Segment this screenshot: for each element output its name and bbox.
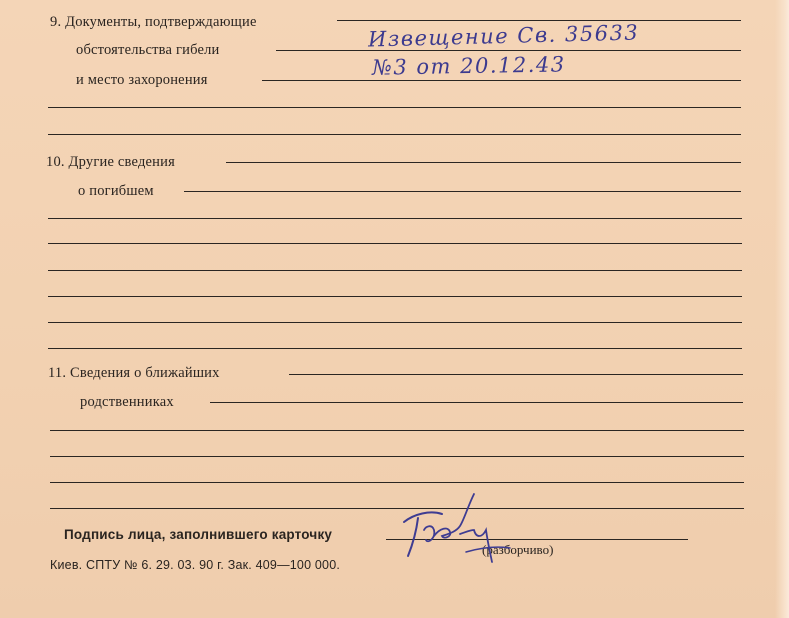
handwritten-signature bbox=[396, 486, 516, 568]
signature-label: Подпись лица, заполнившего карточку bbox=[64, 527, 333, 542]
fill-line bbox=[48, 322, 742, 323]
section10-label-line2: о погибшем bbox=[78, 183, 154, 199]
fill-line bbox=[48, 348, 742, 349]
fill-line bbox=[50, 456, 744, 457]
handwritten-notice-number: Извещение Св. 35633 bbox=[367, 20, 640, 52]
fill-line bbox=[48, 134, 741, 135]
section9-label-line2: обстоятельства гибели bbox=[76, 42, 220, 58]
fill-line bbox=[226, 162, 741, 163]
printer-imprint: Киев. СПТУ № 6. 29. 03. 90 г. Зак. 409—100 000. bbox=[50, 558, 341, 572]
fill-line bbox=[50, 482, 744, 483]
handwritten-notice-date: №3 от 20.12.43 bbox=[371, 52, 566, 80]
fill-line bbox=[48, 270, 742, 271]
fill-line bbox=[262, 80, 741, 81]
section11-label-line2: родственниках bbox=[80, 394, 174, 410]
fill-line bbox=[289, 374, 743, 375]
fill-line bbox=[48, 296, 742, 297]
fill-line bbox=[210, 402, 743, 403]
fill-line bbox=[184, 191, 741, 192]
section9-label-line1: 9. Документы, подтверждающие bbox=[50, 14, 257, 30]
signature-legibility-note: (разборчиво) bbox=[482, 542, 554, 557]
section9-label-line3: и место захоронения bbox=[76, 72, 208, 88]
fill-line bbox=[48, 107, 741, 108]
fill-line bbox=[48, 218, 742, 219]
fill-line bbox=[276, 50, 741, 51]
fill-line bbox=[50, 430, 744, 431]
fill-line bbox=[337, 20, 741, 21]
section11-label-line1: 11. Сведения о ближайших bbox=[48, 365, 220, 381]
section10-label-line1: 10. Другие сведения bbox=[46, 154, 175, 170]
paper-edge bbox=[775, 0, 789, 618]
fill-line bbox=[48, 243, 742, 244]
